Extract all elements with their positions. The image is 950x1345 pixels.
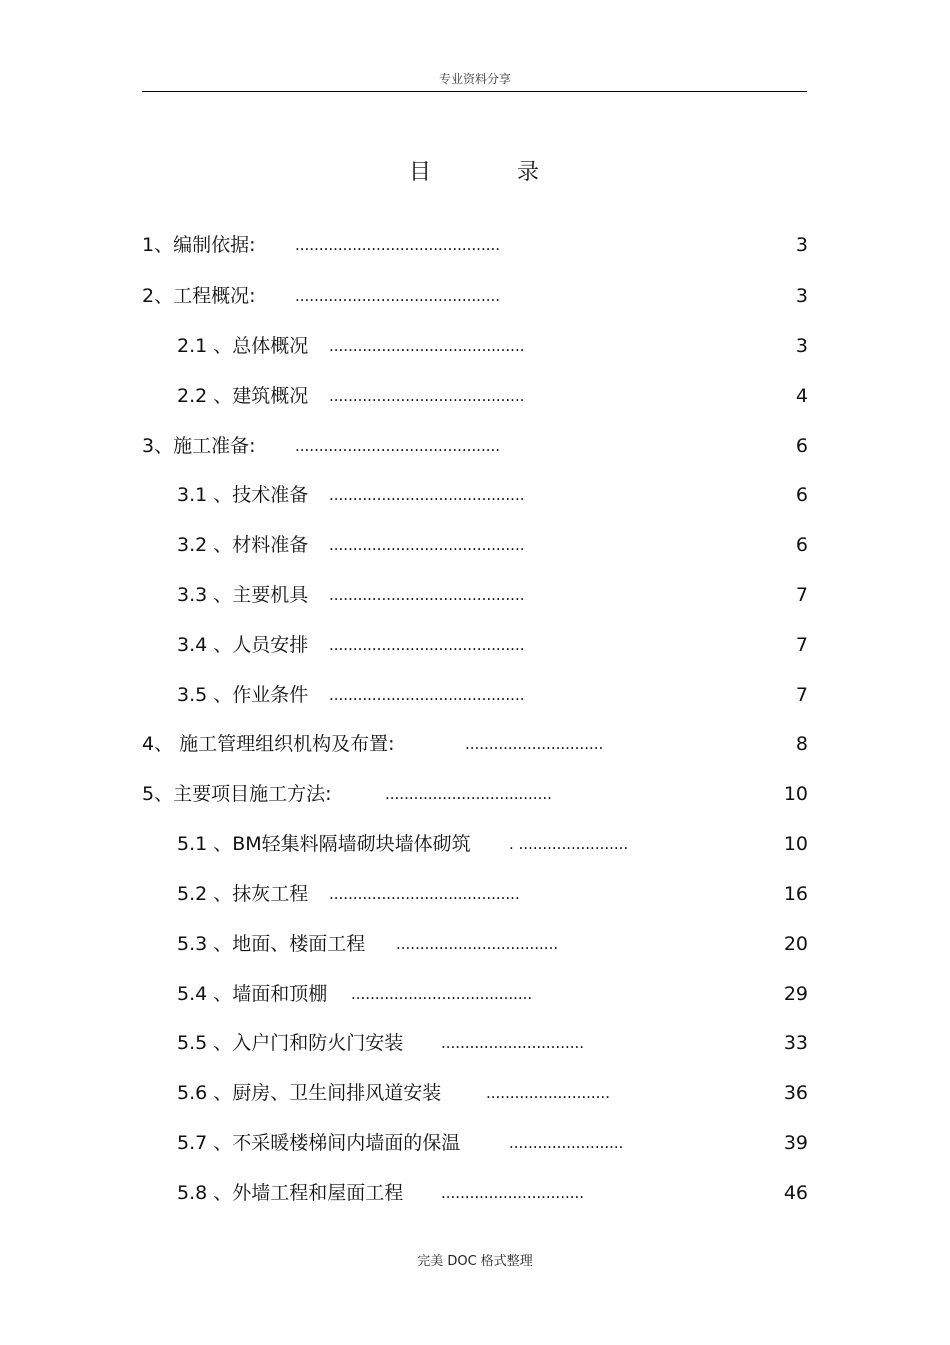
toc-entry-label: 5、主要项目施工方法:	[142, 783, 332, 805]
toc-entry[interactable]	[142, 431, 808, 461]
toc-entry-label: 1、编制依据:	[142, 234, 256, 256]
toc-entry-page-number: 3	[795, 285, 808, 307]
toc-entry-label: 5.7 、不采暖楼梯间内墙面的保温	[177, 1132, 461, 1154]
toc-entry-label: 3.5 、作业条件	[177, 684, 309, 706]
toc-entry-leader: .........................................	[329, 536, 525, 554]
toc-entry-leader: ........................	[509, 1134, 624, 1152]
toc-entry-leader: .............................	[465, 735, 604, 753]
toc-entry-leader: .........................................	[329, 337, 525, 355]
toc-entry[interactable]	[177, 1178, 808, 1208]
toc-entry[interactable]	[177, 1028, 808, 1058]
toc-entry-page-number: 29	[783, 983, 808, 1005]
toc-entry-leader: .........................................	[329, 387, 525, 405]
toc-entry-leader: . .......................	[509, 835, 629, 853]
page-header: 专业资料分享	[438, 72, 511, 86]
page-footer: 完美 DOC 格式整理	[417, 1254, 533, 1269]
toc-entry[interactable]	[177, 630, 808, 660]
toc-entry[interactable]	[177, 1128, 808, 1158]
toc-entry-page-number: 7	[795, 634, 808, 656]
toc-entry-page-number: 3	[795, 234, 808, 256]
toc-entry-page-number: 8	[795, 733, 808, 755]
toc-entry-label: 3.2 、材料准备	[177, 534, 309, 556]
toc-entry-leader: ..........................	[486, 1084, 610, 1102]
toc-entry[interactable]	[177, 829, 808, 859]
toc-entry[interactable]	[177, 480, 808, 510]
toc-entry[interactable]	[177, 979, 808, 1009]
toc-entry-page-number: 10	[783, 833, 808, 855]
toc-entry-label: 3、施工准备:	[142, 435, 256, 457]
toc-entry-leader: ...........................................	[295, 287, 501, 305]
toc-entry-label: 3.4 、人员安排	[177, 634, 309, 656]
toc-entry-page-number: 7	[795, 684, 808, 706]
toc-entry[interactable]	[177, 381, 808, 411]
toc-entry[interactable]	[142, 281, 808, 311]
toc-entry-leader: ..................................	[396, 935, 559, 953]
toc-entry-leader: .........................................	[329, 586, 525, 604]
toc-entry-leader: ...........................................	[295, 437, 501, 455]
toc-entry[interactable]	[142, 729, 808, 759]
toc-entry-page-number: 33	[783, 1032, 808, 1054]
toc-entry-label: 3.3 、主要机具	[177, 584, 309, 606]
toc-entry-page-number: 36	[783, 1082, 808, 1104]
toc-entry-page-number: 4	[795, 385, 808, 407]
toc-entry-leader: .........................................	[329, 636, 525, 654]
toc-entry-label: 5.8 、外墙工程和屋面工程	[177, 1182, 404, 1204]
toc-entry[interactable]	[177, 879, 808, 909]
toc-entry-page-number: 46	[783, 1182, 808, 1204]
toc-entry-page-number: 6	[795, 484, 808, 506]
toc-entry-label: 2、工程概况:	[142, 285, 256, 307]
toc-entry-leader: ...........................................	[295, 236, 501, 254]
toc-entry-page-number: 7	[795, 584, 808, 606]
toc-entry-label: 5.1 、BM轻集料隔墙砌块墙体砌筑	[177, 833, 471, 855]
toc-entry-leader: .........................................	[329, 486, 525, 504]
toc-entry-page-number: 6	[795, 435, 808, 457]
toc-entry[interactable]	[177, 929, 808, 959]
toc-entry-label: 5.4 、墙面和顶棚	[177, 983, 328, 1005]
toc-entry[interactable]	[177, 580, 808, 610]
toc-entry-leader: ...................................	[385, 785, 552, 803]
toc-entry-label: 5.5 、入户门和防火门安装	[177, 1032, 404, 1054]
toc-entry-page-number: 20	[783, 933, 808, 955]
toc-entry[interactable]	[142, 230, 808, 260]
toc-entry-label: 5.2 、抹灰工程	[177, 883, 309, 905]
toc-entry-label: 5.3 、地面、楼面工程	[177, 933, 366, 955]
toc-entry-label: 2.1 、总体概况	[177, 335, 309, 357]
toc-entry-leader: ..............................	[441, 1034, 585, 1052]
toc-entry-leader: ..............................	[441, 1184, 585, 1202]
toc-entry-leader: .........................................	[329, 686, 525, 704]
toc-entry-page-number: 10	[783, 783, 808, 805]
toc-title-char-2: 录	[517, 160, 540, 185]
toc-entry-page-number: 39	[783, 1132, 808, 1154]
toc-entry[interactable]	[177, 331, 808, 361]
toc-entry-label: 5.6 、厨房、卫生间排风道安装	[177, 1082, 442, 1104]
toc-entry-page-number: 3	[795, 335, 808, 357]
toc-entry-leader: ......................................	[351, 985, 533, 1003]
toc-entry-label: 2.2 、建筑概况	[177, 385, 309, 407]
header-divider	[142, 91, 807, 92]
toc-title-char-1: 目	[409, 160, 432, 185]
toc-entry[interactable]	[177, 680, 808, 710]
toc-entry[interactable]	[177, 1078, 808, 1108]
toc-entry-page-number: 6	[795, 534, 808, 556]
toc-entry[interactable]	[177, 530, 808, 560]
toc-entry-label: 3.1 、技术准备	[177, 484, 309, 506]
toc-entry-page-number: 16	[783, 883, 808, 905]
toc-entry[interactable]	[142, 779, 808, 809]
toc-entry-label: 4、 施工管理组织机构及布置:	[142, 733, 395, 755]
toc-entry-leader: ........................................	[329, 885, 520, 903]
